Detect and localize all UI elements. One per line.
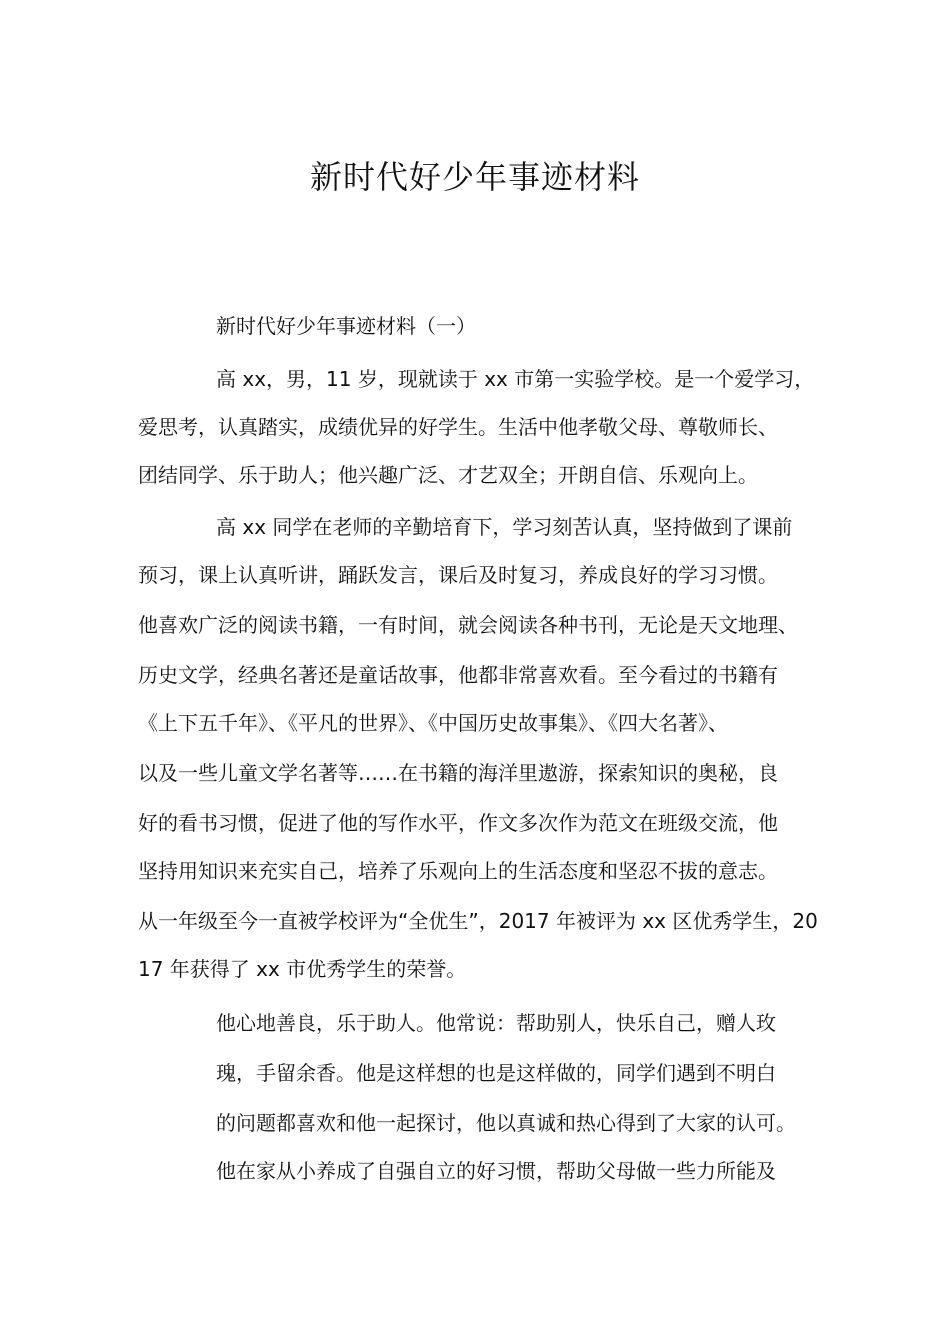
paragraph-line: 团结同学、乐于助人；他兴趣广泛、才艺双全；开朗自信、乐观向上。	[138, 463, 758, 487]
paragraph-line: 高 xx 同学在老师的辛勤培育下，学习刻苦认真，坚持做到了课前	[216, 515, 793, 539]
paragraph-line: 瑰，手留余香。他是这样想的也是这样做的，同学们遇到不明白	[216, 1061, 776, 1085]
paragraph-line: 的问题都喜欢和他一起探讨，他以真诚和热心得到了大家的认可。	[216, 1111, 796, 1135]
paragraph-line: 坚持用知识来充实自己，培养了乐观向上的生活态度和坚忍不拔的意志。	[138, 859, 778, 883]
paragraph-line: 历史文学，经典名著还是童话故事，他都非常喜欢看。至今看过的书籍有	[138, 663, 778, 687]
section-heading: 新时代好少年事迹材料（一）	[216, 314, 476, 338]
paragraph-line: 从一年级至今一直被学校评为“全优生”，2017 年被评为 xx 区优秀学生，20	[138, 909, 818, 933]
paragraph-line: 预习，课上认真听讲，踊跃发言，课后及时复习，养成良好的学习习惯。	[138, 563, 778, 587]
paragraph-line: 他在家从小养成了自强自立的好习惯，帮助父母做一些力所能及	[216, 1159, 776, 1183]
document-title: 新时代好少年事迹材料	[309, 158, 640, 196]
paragraph-line: 他心地善良，乐于助人。他常说：帮助别人，快乐自己，赠人玫	[216, 1011, 776, 1035]
paragraph-line: 以及一些儿童文学名著等……在书籍的海洋里遨游，探索知识的奥秘，良	[138, 761, 778, 785]
paragraph-line: 《上下五千年》、《平凡的世界》、《中国历史故事集》、《四大名著》、	[138, 711, 728, 735]
paragraph-line: 好的看书习惯，促进了他的写作水平，作文多次作为范文在班级交流，他	[138, 811, 778, 835]
paragraph-line: 爱思考，认真踏实，成绩优异的好学生。生活中他孝敬父母、尊敬师长、	[138, 415, 778, 439]
paragraph-line: 17 年获得了 xx 市优秀学生的荣誉。	[138, 957, 467, 981]
paragraph-line: 高 xx，男，11 岁，现就读于 xx 市第一实验学校。是一个爱学习，	[216, 367, 815, 391]
paragraph-line: 他喜欢广泛的阅读书籍，一有时间，就会阅读各种书刊，无论是天文地理、	[138, 613, 798, 637]
